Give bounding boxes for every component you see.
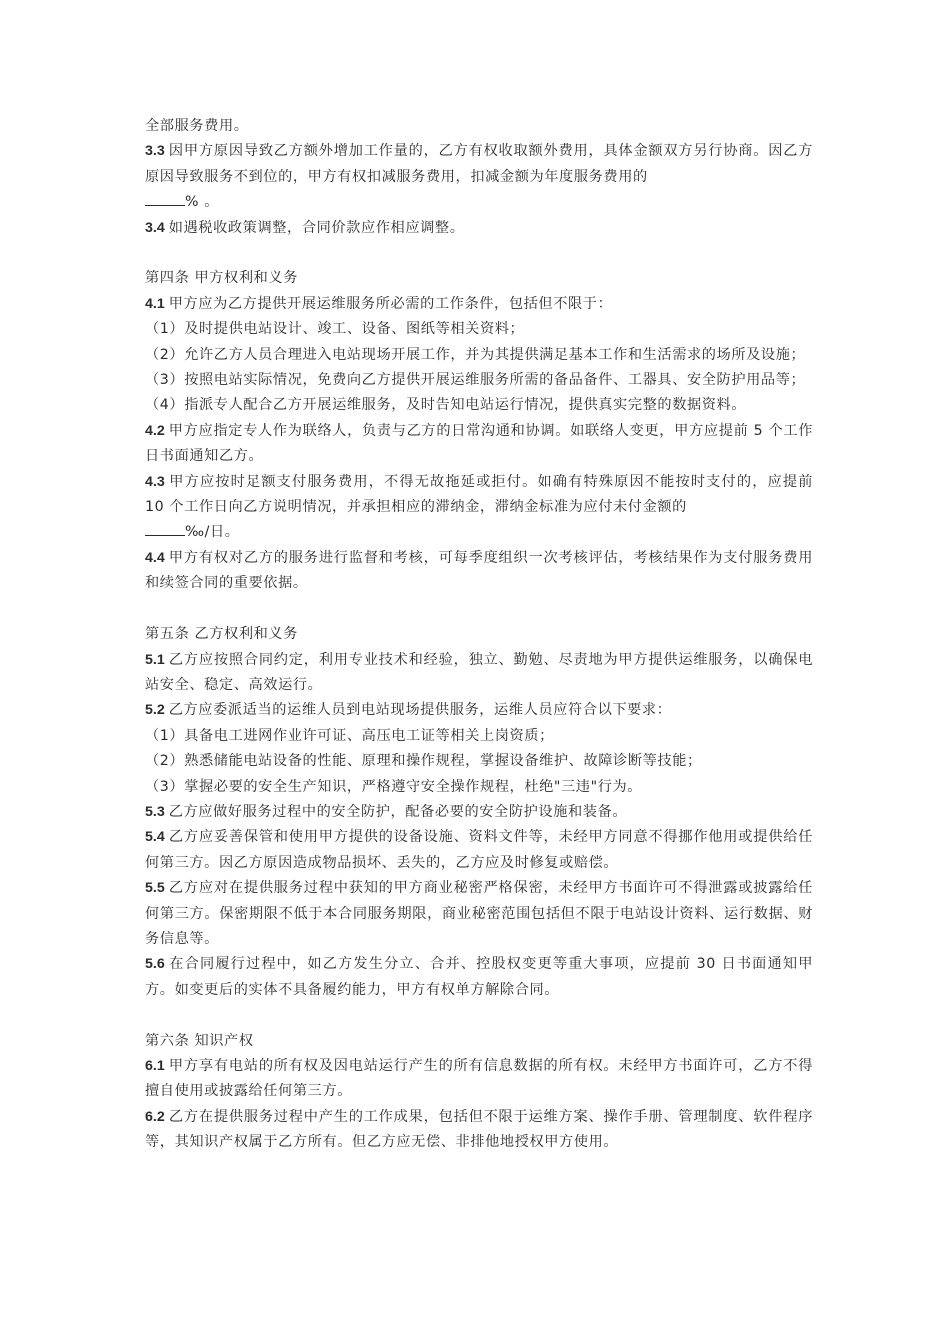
clause-number: 5.3 — [145, 803, 165, 820]
clause-number: 4.1 — [145, 295, 165, 312]
list-item: （2）允许乙方人员合理进入电站现场开展工作，并为其提供满足基本工作和生活需求的场所及设施； — [145, 346, 806, 363]
blank-suffix: % 。 — [185, 194, 219, 211]
list-item: （4）指派专人配合乙方开展运维服务，及时告知电站运行情况，提供真实完整的数据资料。 — [145, 397, 747, 414]
clause-number: 3.3 — [145, 143, 165, 160]
clause-number: 5.2 — [145, 702, 165, 719]
clause-text: 甲方应指定专人作为联络人，负责与乙方的日常沟通和协调。如联络人变更，甲方应提前 5 个工作日书面通知乙方。 — [145, 422, 813, 465]
clause-4-3 — [145, 470, 813, 546]
fill-in-blank[interactable] — [145, 521, 185, 536]
article-5-heading: 第五条 乙方权利和义务 — [145, 626, 298, 643]
clause-5-1 — [145, 648, 813, 699]
clause-text: 因甲方原因导致乙方额外增加工作量的，乙方有权收取额外费用，具体金额双方另行协商。因乙方原因导致服务不到位的，甲方有权扣减服务费用，扣减金额为年度服务费用的 — [145, 143, 813, 185]
clause-4-2 — [145, 419, 813, 470]
clause-5-5 — [145, 876, 813, 952]
article-6-heading: 第六条 知识产权 — [145, 1032, 254, 1049]
clause-text: 甲方有权对乙方的服务进行监督和考核，可每季度组织一次考核评估，考核结果作为支付服务费用和续签合同的重要依据。 — [145, 549, 813, 592]
clause-text: 乙方在提供服务过程中产生的工作成果，包括但不限于运维方案、操作手册、管理制度、软件程序等，其知识产权属于乙方所有。但乙方应无偿、非排他地授权甲方使用。 — [145, 1108, 813, 1151]
clause-number: 6.2 — [145, 1108, 165, 1125]
clause-6-1 — [145, 1054, 813, 1105]
continuation-text: 全部服务费用。 — [145, 118, 249, 134]
list-item: （3）按照电站实际情况，免费向乙方提供开展运维服务所需的备品备件、工器具、安全防护用品等； — [145, 372, 806, 389]
list-item: （1）及时提供电站设计、竣工、设备、图纸等相关资料； — [145, 321, 525, 338]
list-item: （2）熟悉储能电站设备的性能、原理和操作规程，掌握设备维护、故障诊断等技能； — [145, 753, 702, 770]
clause-3-3 — [145, 139, 813, 215]
clause-text: 乙方应按照合同约定，利用专业技术和经验，独立、勤勉、尽责地为甲方提供运维服务，以确保电站安全、稳定、高效运行。 — [145, 651, 813, 693]
list-item: （3）掌握必要的安全生产知识，严格遵守安全操作规程，杜绝"三违"行为。 — [145, 778, 643, 795]
clause-number: 5.5 — [145, 880, 165, 897]
clause-3-4 — [145, 216, 813, 241]
clause-text: 在合同履行过程中，如乙方发生分立、合并、控股权变更等重大事项，应提前 30 日书面通知甲方。如变更后的实体不具备履约能力，甲方有权单方解除合同。 — [145, 956, 813, 998]
clause-number: 5.4 — [145, 829, 165, 846]
clause-4-1 — [145, 292, 813, 317]
clause-text: 甲方应按时足额支付服务费用，不得无故拖延或拒付。如确有特殊原因不能按时支付的，应提前 10 个工作日向乙方说明情况，并承担相应的滞纳金，滞纳金标准为应付未付金额的 — [145, 473, 813, 516]
article-4-heading: 第四条 甲方权利和义务 — [145, 270, 298, 287]
clause-text: 乙方应做好服务过程中的安全防护，配备必要的安全防护设施和装备。 — [168, 803, 628, 820]
document-page — [145, 114, 813, 1156]
clause-number: 3.4 — [145, 219, 165, 236]
clause-5-4 — [145, 825, 813, 876]
clause-5-6 — [145, 952, 813, 1003]
clause-text: 乙方应妥善保管和使用甲方提供的设备设施、资料文件等，未经甲方同意不得挪作他用或提供给任何第三方。因乙方原因造成物品损坏、丢失的，乙方应及时修复或赔偿。 — [145, 829, 813, 871]
clause-5-2 — [145, 698, 813, 723]
clause-number: 4.2 — [145, 422, 165, 439]
clause-number: 6.1 — [145, 1057, 165, 1074]
fill-in-blank[interactable] — [145, 191, 185, 206]
clause-text: 甲方享有电站的所有权及因电站运行产生的所有信息数据的所有权。未经甲方书面许可，乙方不得擅自使用或披露给任何第三方。 — [145, 1057, 813, 1100]
clause-number: 5.1 — [145, 651, 165, 668]
clause-6-2 — [145, 1105, 813, 1156]
clause-number: 4.4 — [145, 549, 165, 566]
clause-4-4 — [145, 546, 813, 597]
clause-text: 乙方应对在提供服务过程中获知的甲方商业秘密严格保密，未经甲方书面许可不得泄露或披露给任何第三方。保密期限不低于本合同服务期限，商业秘密范围包括但不限于电站设计资料、运行数据、财务信息等。 — [145, 880, 813, 947]
clause-number: 4.3 — [145, 473, 165, 490]
clause-text: 甲方应为乙方提供开展运维服务所必需的工作条件，包括但不限于： — [168, 295, 613, 312]
list-item: （1）具备电工进网作业许可证、高压电工证等相关上岗资质； — [145, 727, 554, 744]
clause-number: 5.6 — [145, 956, 165, 973]
clause-text: 乙方应委派适当的运维人员到电站现场提供服务，运维人员应符合以下要求： — [168, 702, 672, 719]
blank-suffix: ‰/日。 — [185, 524, 240, 541]
clause-5-3 — [145, 800, 813, 825]
clause-text: 如遇税收政策调整，合同价款应作相应调整。 — [168, 219, 465, 236]
